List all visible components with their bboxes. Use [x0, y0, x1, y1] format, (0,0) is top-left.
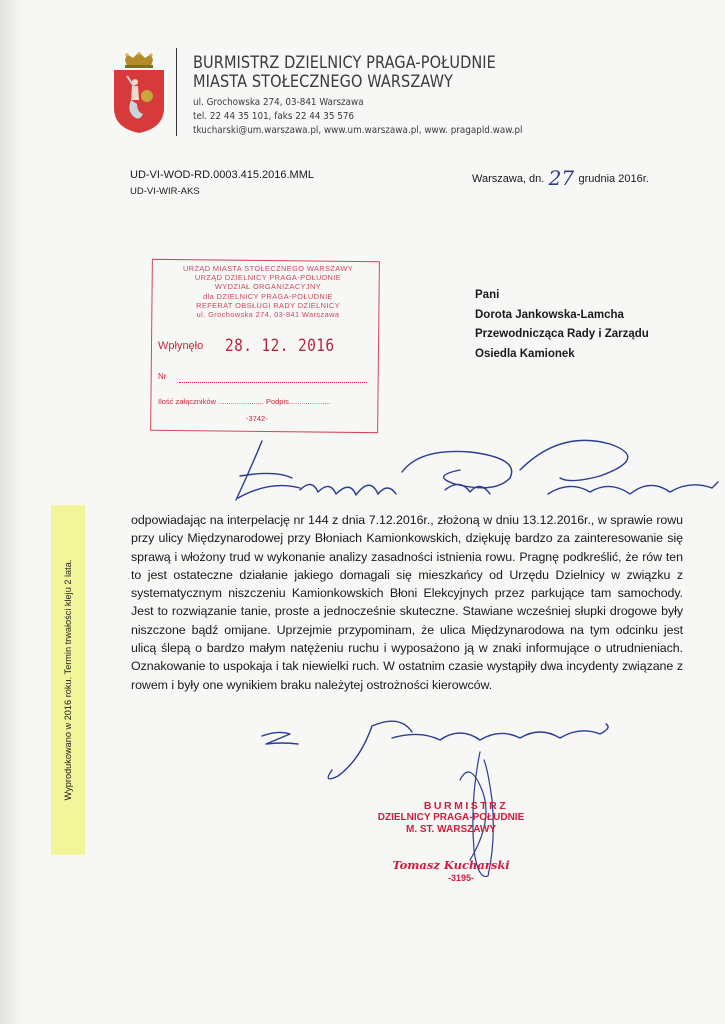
letterhead-title-line1: BURMISTRZ DZIELNICY PRAGA-POŁUDNIE [193, 53, 496, 72]
letterhead-web: tkucharski@um.warszawa.pl, www.um.warszawa.pl, www. pragapld.waw.pl [193, 125, 523, 136]
handwritten-closing [262, 721, 608, 779]
addressee-block [475, 286, 649, 364]
received-attachments-label: Ilość załączników ...................... Podpis.................... [158, 397, 331, 406]
letter-date [472, 166, 649, 190]
warsaw-coat-of-arms-icon [113, 52, 165, 134]
mayor-signature-stamp [366, 800, 536, 883]
letter-body: odpowiadając na interpelację nr 144 z dnia 7.12.2016r., złożoną w dniu 13.12.2016r., w sprawie rowu przy ulicy Międzynarodowej przy Błoniach Kamionkowskich, dziękuję bardzo za zainteresowanie się sprawą i włożony trud w wykonanie analizy zasadności istnienia rowu. Pragnę podkreślić, że rów ten to jest ostateczne działanie jakiego domagali się mieszkańcy od Urzędu Dzielnicy w związku z systematycznym niszczeniu Kamionkowskich Błoni Elekcyjnych przez parkujące tam samochody. Jest to rozwiązanie tanie, proste a jednocześnie skuteczne. Stawiane wcześniej słupki drogowe były niszczone bądź omijane. Uprzejmie przypominam, że ulica Międzynarodowa na tym odcinku jest ulicą ślepą o bardzo małym natężeniu ruchu i wyposażono ją w znaki informujące o utrudnieniach. Oznakowanie to uspokaja i tak niewielki ruch. W ostatnim czasie wystąpiły dwa incydenty związane z rowem i były one wynikiem braku należytej ostrożności kierowców. [131, 513, 683, 692]
signature-stamp-district: DZIELNICY PRAGA-POŁUDNIE [377, 812, 525, 823]
received-stamp-header [157, 264, 379, 319]
date-suffix: grudnia 2016r. [578, 173, 649, 185]
letterhead-phone: tel. 22 44 35 101, faks 22 44 35 576 [193, 111, 355, 122]
reference-number [130, 168, 314, 199]
letterhead-title [193, 53, 633, 91]
letterhead-contact [193, 96, 598, 138]
letterhead-title-line2: MIASTA STOŁECZNEGO WARSZAWY [193, 72, 454, 91]
header-divider [176, 48, 177, 136]
envelope-label-strip [51, 505, 85, 855]
page-edge-shadow [0, 0, 22, 1024]
addressee-line2: Dorota Jankowska-Lamcha [475, 308, 624, 321]
received-nr-label: Nr [158, 372, 167, 381]
received-stamp-line: dla DZIELNICY PRAGA-POŁUDNIE [203, 291, 333, 301]
addressee-line1: Pani [475, 289, 500, 301]
addressee-line3: Przewodnicząca Rady i Zarządu [475, 328, 649, 340]
addressee-line4: Osiedla Kamionek [475, 347, 575, 360]
reference-main: UD-VI-WOD-RD.0003.415.2016.MML [130, 169, 315, 181]
handwritten-salutation [236, 440, 718, 500]
received-stamp-line: URZĄD DZIELNICY PRAGA-POŁUDNIE [194, 273, 342, 283]
received-stamp-line: REFERAT OBSŁUGI RADY DZIELNICY [196, 300, 340, 310]
received-number: -3742- [246, 414, 268, 423]
signature-stamp-city: M. ST. WARSZAWY [406, 824, 496, 835]
received-nr-dotline [179, 382, 367, 383]
received-stamp-line: ul. Grochowska 274, 03-841 Warszawa [196, 310, 340, 320]
date-day-handwritten: 27 [548, 166, 575, 190]
received-stamp [151, 260, 383, 432]
signatory-name: Tomasz Kucharski [392, 858, 510, 872]
envelope-label-text: Wyprodukowano w 2016 roku. Termin trwałości kleju 2 lata. [63, 559, 73, 801]
signature-stamp-number: -3195- [447, 873, 474, 883]
received-date: 28. 12. 2016 [225, 336, 335, 356]
received-label: Wpłynęło [158, 340, 204, 352]
received-stamp-line: URZĄD MIASTA STOŁECZNEGO WARSZAWY [182, 264, 354, 273]
signature-stamp-title: BURMISTRZ [423, 800, 509, 812]
letterhead-address: ul. Grochowska 274, 03-841 Warszawa [193, 97, 364, 108]
received-stamp-line: WYDZIAŁ ORGANIZACYJNY [214, 282, 322, 292]
reference-secondary: UD-VI-WIR-AKS [130, 186, 200, 197]
date-prefix: Warszawa, dn. [472, 173, 545, 185]
